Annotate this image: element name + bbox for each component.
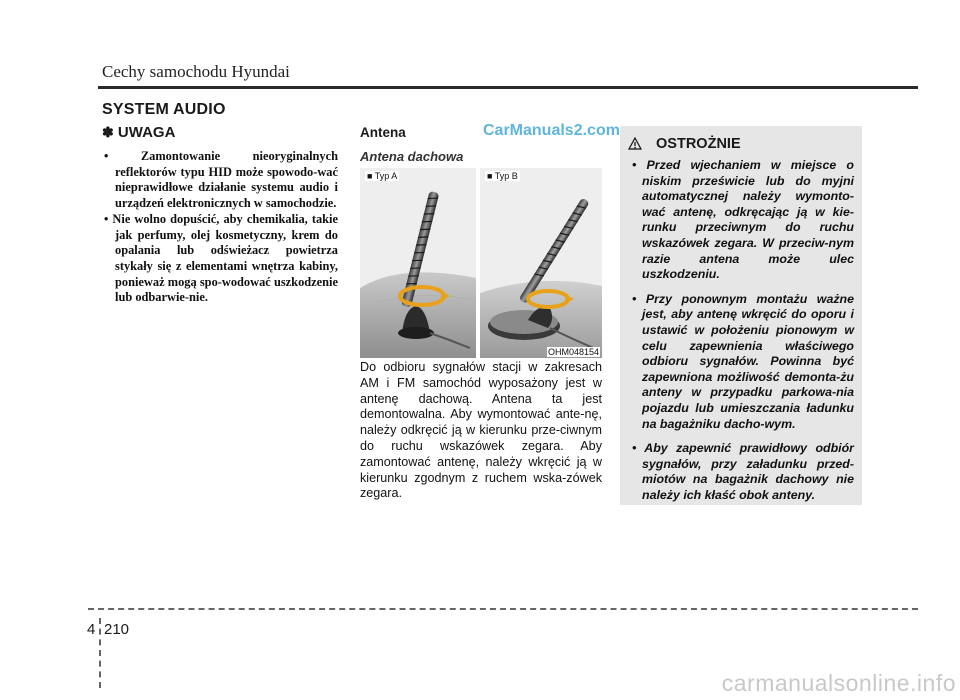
- caution-box: [620, 126, 862, 505]
- image-code: OHM048154: [547, 347, 599, 357]
- warning-triangle-icon: [628, 137, 642, 154]
- antenna-type-b-illustration: [480, 168, 602, 358]
- footer-rule: [88, 608, 918, 610]
- antenna-heading: Antena: [360, 125, 406, 140]
- warning-title: UWAGA: [117, 124, 176, 141]
- asterisk-icon: ✽: [102, 124, 114, 140]
- warning-item: • Zamontowanie nieoryginalnych reflektorów typu HID może spowodo-wać nieprawidłowe działanie systemu audio i urządzeń elektronicznych w samochodzie.: [104, 149, 338, 211]
- caution-heading: [628, 136, 741, 154]
- antenna-type-a-photo: [360, 168, 476, 358]
- antenna-type-a-illustration: [360, 168, 476, 358]
- watermark-carmanuals: CarManuals2.com: [483, 122, 620, 139]
- caution-title: OSTROŻNIE: [656, 136, 741, 152]
- watermark-site: carmanualsonline.info: [721, 670, 956, 696]
- running-header: Cechy samochodu Hyundai: [102, 62, 290, 81]
- page-number: 210: [104, 621, 130, 638]
- type-a-label: ■ Typ A: [367, 171, 398, 181]
- header-rule: [98, 86, 918, 89]
- footer-vertical-rule: [99, 618, 101, 688]
- warning-item: • Nie wolno dopuścić, aby chemikalia, takie jak perfumy, olej kosmetyczny, krem do opalania lub odświeżacz powietrza stykały się z elementami wnętrza kabiny, ponieważ mogą spo-wodować uszkodzenie lub odbarwie-nie.: [104, 211, 338, 305]
- caution-item: • Przed wjechaniem w miejsce o niskim prześwicie lub do myjni automatycznej należy wymonto-wać antenę, odkręcając ją w kie-runku przeciwnym do ruchu wskazówek zegara. W przeciw-nym razie antena może ulec uszkodzeniu.: [632, 158, 854, 282]
- type-b-label: ■ Typ B: [487, 171, 518, 181]
- caution-item: • Aby zapewnić prawidłowy odbiór sygnałów, przy załadunku przed-miotów na bagażnik dachowy nie należy ich kłaść obok anteny.: [632, 441, 854, 502]
- section-title: SYSTEM AUDIO: [102, 101, 226, 118]
- chapter-number: 4: [87, 621, 96, 638]
- antenna-type-b-photo: [480, 168, 602, 358]
- antenna-description: Do odbioru sygnałów stacji w zakresach AM i FM samochód wyposażony jest w antenę dachową. Antena ta jest demontowalna. Aby wymontować ante-nę, należy odkręcić ją w kierunku prze-ciwnym do ruchu wskazówek zegara. Aby zamontować antenę, należy wkręcić ją w kierunku zgodnym z ruchem wska-zówek zegara.: [360, 360, 602, 501]
- warning-heading: [102, 124, 175, 141]
- caution-item: • Przy ponownym montażu ważne jest, aby antenę wkręcić do oporu i ustawić w położeniu pionowym w celu zapewnienia właściwego odbioru sygnałów. Powinna być zapewniona możliwość demonta-żu anteny w przypadku parkowa-nia pojazdu lub umieszczania ładunku na bagażniku dacho-wym.: [632, 291, 854, 431]
- warning-list: [104, 149, 338, 306]
- caution-list: [628, 158, 854, 512]
- antenna-subheading: Antena dachowa: [360, 149, 464, 164]
